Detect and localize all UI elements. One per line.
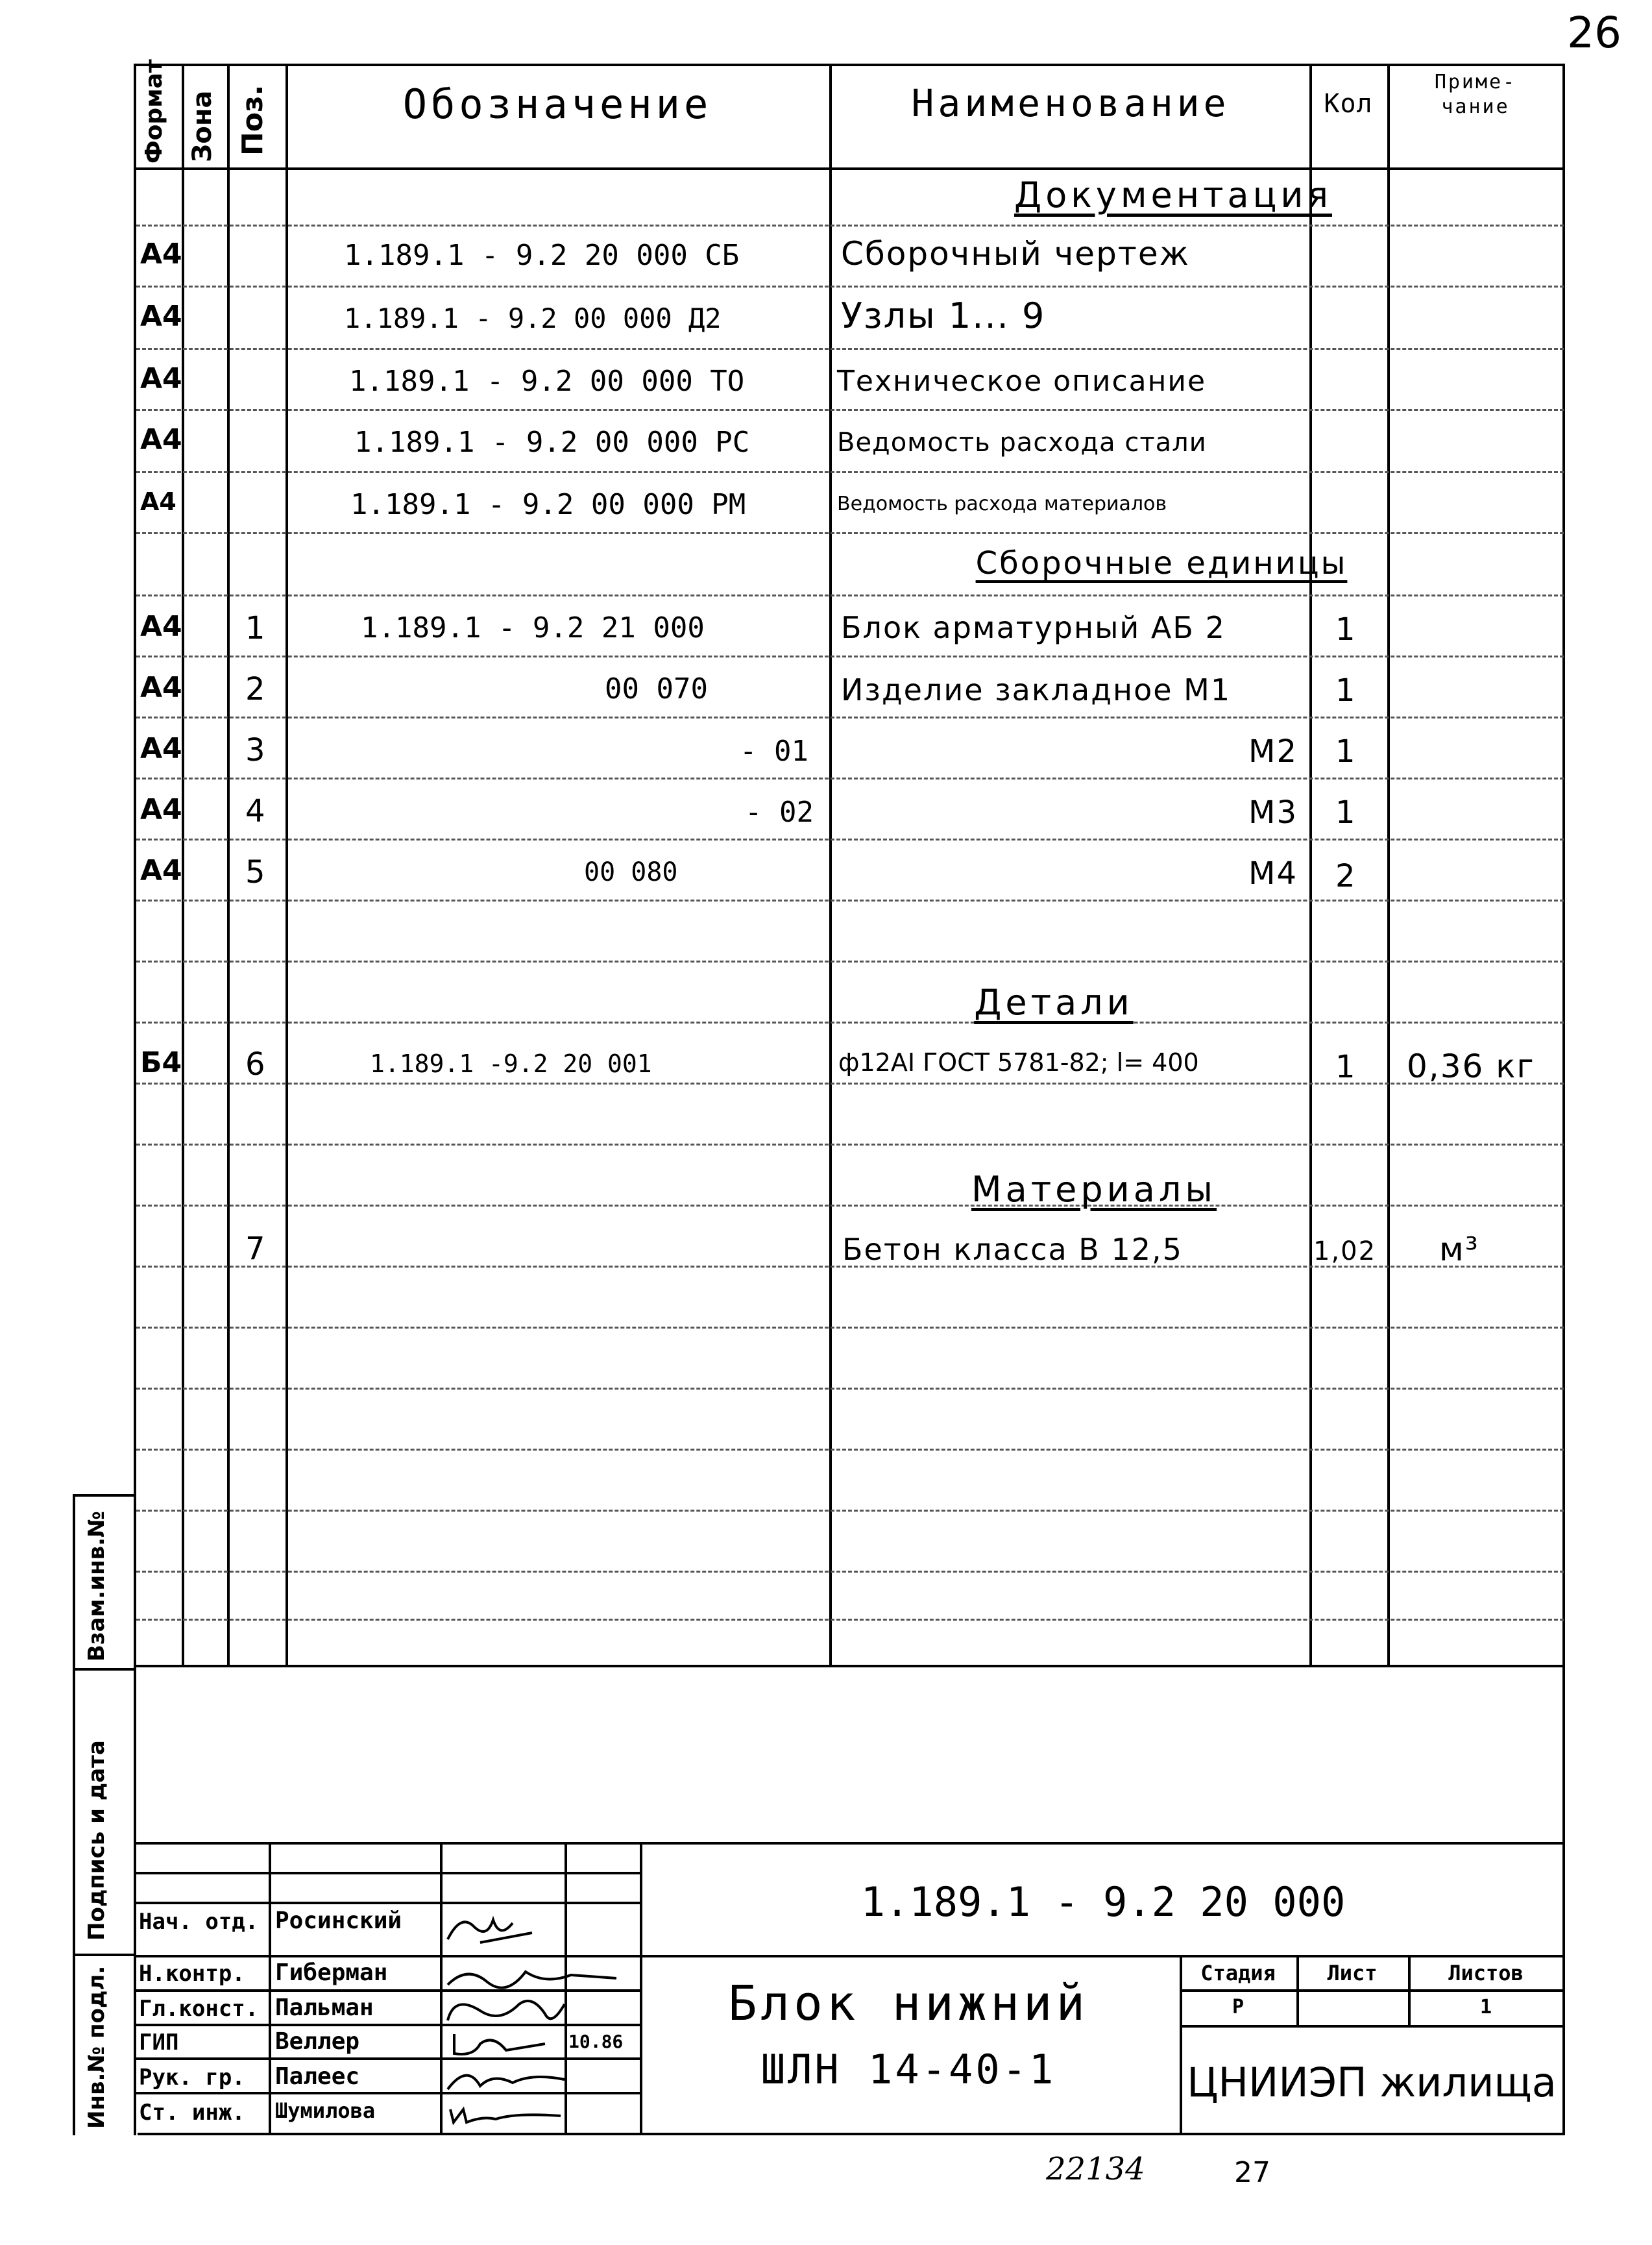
person-role: Н.контр. [139,1961,245,1987]
sheet-number: 26 [1567,8,1622,58]
stage-label: Стадия [1200,1961,1276,1985]
row-pos: 7 [245,1231,265,1267]
row-format: А4 [140,793,182,826]
row-designation: 1.189.1 - 9.2 20 000 СБ [344,239,740,272]
row-name: Техническое описание [837,365,1207,398]
person-name: Росинский [275,1908,402,1934]
person-role: Нач. отд. [139,1909,259,1935]
sheets-label: Листов [1448,1961,1524,1985]
side-vzam-inv: Взам.инв.№ [84,1511,110,1662]
row-pos: 3 [245,732,265,768]
row-name: Изделие закладное М1 [841,672,1232,707]
row-format: А4 [140,732,182,765]
row-designation: 00 080 [584,857,678,887]
row-format: Б4 [140,1046,182,1079]
header-qty: Кол [1324,89,1373,119]
row-designation: 1.189.1 - 9.2 00 000 РС [354,426,750,459]
row-designation: 1.189.1 - 9.2 00 000 РМ [350,488,746,521]
header-name: Наименование [911,81,1230,125]
header-note-line2: чание [1441,95,1510,118]
row-name: Узлы 1... 9 [841,295,1046,336]
person-name: Шумилова [275,2098,376,2123]
row-designation: - 01 [740,735,808,768]
person-role: Гл.конст. [139,1996,259,2022]
footer-page-number: 27 [1234,2156,1270,2189]
header-pos: Поз. [236,84,269,156]
row-name: М4 [1248,855,1298,892]
row-format: А4 [140,238,182,271]
row-qty: 1 [1335,672,1355,709]
row-pos: 1 [245,610,265,646]
row-pos: 2 [245,671,265,707]
row-name: М2 [1248,733,1298,770]
section-materials: Материалы [971,1169,1217,1210]
row-name: М3 [1248,794,1298,831]
row-note: 0,36 кг [1407,1048,1535,1085]
row-designation: - 02 [745,796,814,829]
person-name: Пальман [275,1994,374,2021]
row-name: ф12АI ГОСТ 5781-82; l= 400 [838,1048,1199,1077]
organization: ЦНИИЭП жилища [1187,2059,1557,2106]
signature-4 [448,2028,558,2060]
row-format: А4 [140,487,176,516]
row-name: Сборочный чертеж [841,235,1190,273]
header-note-line1: Приме- [1434,71,1517,93]
row-pos: 4 [245,793,265,829]
row-format: А4 [140,854,182,887]
row-qty: 1 [1335,733,1355,770]
stage-value: Р [1232,1996,1245,2018]
sheet-label: Лист [1327,1961,1378,1985]
header-format: Формат [141,59,167,164]
signature-3 [441,1991,571,2030]
row-name: Бетон класса В 12,5 [842,1232,1183,1267]
signature-1 [441,1907,558,1946]
signature-5 [441,2060,571,2096]
title-line2: ШЛН 14-40-1 [760,2046,1056,2093]
row-format: А4 [140,423,182,456]
row-qty: 1 [1335,1049,1355,1085]
signature-date: 10.86 [568,2031,624,2052]
person-role: ГИП [139,2030,179,2055]
row-format: А4 [140,671,182,704]
title-doc-code: 1.189.1 - 9.2 20 000 [860,1878,1346,1926]
row-note: м³ [1439,1231,1479,1268]
row-format: А4 [140,300,182,333]
title-line1: Блок нижний [727,1976,1089,2031]
header-designation: Обозначение [402,80,712,128]
row-qty: 1 [1335,794,1355,831]
row-name: Блок арматурный АБ 2 [841,610,1226,645]
row-qty: 1,02 [1313,1236,1377,1266]
section-assembly-units: Сборочные единицы [975,545,1348,582]
row-name: Ведомость расхода стали [837,428,1207,458]
footer-handwritten-number: 22134 [1046,2151,1145,2187]
row-designation: 1.189.1 -9.2 20 001 [370,1049,652,1078]
row-format: А4 [140,610,182,643]
sheets-value: 1 [1479,1996,1492,2018]
row-format: А4 [140,362,182,395]
row-designation: 1.189.1 - 9.2 00 000 ТО [349,365,745,398]
row-designation: 1.189.1 - 9.2 00 000 Д2 [344,302,722,334]
section-details: Детали [974,982,1134,1023]
row-pos: 6 [245,1046,265,1083]
side-inv-podl: Инв.№ подл. [84,1965,110,2129]
side-podpis-data: Подпись и дата [84,1740,110,1941]
signature-6 [444,2096,567,2129]
row-qty: 1 [1335,611,1355,648]
row-designation: 00 070 [605,672,708,705]
person-role: Ст. инж. [139,2100,245,2126]
header-zone: Зона [188,90,217,162]
row-name: Ведомость расхода материалов [837,493,1167,515]
row-designation: 1.189.1 - 9.2 21 000 [361,611,705,644]
row-pos: 5 [245,854,265,890]
person-role: Рук. гр. [139,2065,245,2091]
row-qty: 2 [1335,858,1355,894]
person-name: Веллер [275,2028,360,2055]
person-name: Гиберман [275,1959,388,1986]
section-documentation: Документация [1014,175,1332,215]
person-name: Палеес [275,2063,360,2090]
